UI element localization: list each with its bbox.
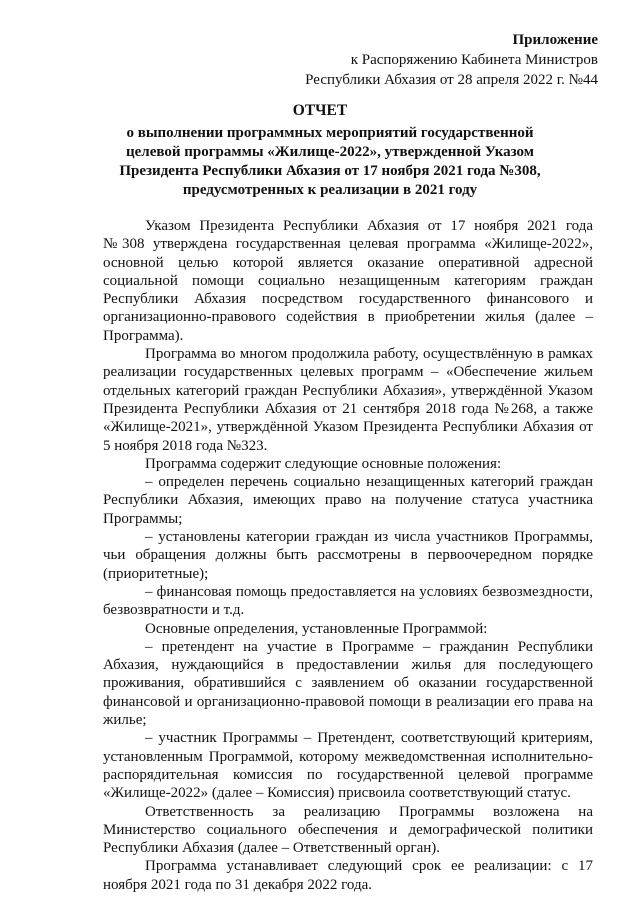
paragraph: – участник Программы – Претендент, соответствующий критериям, установленным Программой, которому межведомственная исполнительно-распорядительная комиссия по государственной целевой программе «Жилище-2022» (далее – Комиссия) присвоила соответствующий статус. xyxy=(103,730,593,802)
paragraph: – финансовая помощь предоставляется на условиях безвозмездности, безвозвратности и т.д. xyxy=(103,583,593,619)
appendix-line-1: к Распоряжению Кабинета Министров xyxy=(350,52,598,68)
paragraph: Ответственность за реализацию Программы возложена на Министерство социального обеспечения и демографической политики Республики Абхазия (далее – Ответственный орган). xyxy=(103,803,593,857)
document-subtitle: о выполнении программных мероприятий государственной целевой программы «Жилище-2022», утвержденной Указом Президента Республики Абхазия от 17 ноября 2021 года №308, предусмотренных к реализации в 2021 году xyxy=(119,125,541,198)
paragraph: Основные определения, установленные Программой: xyxy=(145,620,488,637)
document-body xyxy=(103,217,593,894)
appendix-heading: Приложение xyxy=(512,32,598,48)
paragraph: Программа содержит следующие основные положения: xyxy=(145,455,502,472)
document-title: ОТЧЕТ xyxy=(292,102,348,119)
paragraph: – претендент на участие в Программе – гражданин Республики Абхазия, нуждающийся в предоставлении жилья для последующего проживания, обратившийся с заявлением об оказании государственной финансовой и организационно-правовой помощи в реализации его права на жилье; xyxy=(103,638,593,729)
paragraph: – установлены категории граждан из числа участников Программы, чьи обращения должны быть рассмотрены в первоочередном порядке (приоритетные); xyxy=(103,529,593,582)
paragraph: Программа во многом продолжила работу, осуществлённую в рамках реализации государственных целевых программ – «Обеспечение жильем отдельных категорий граждан Республики Абхазия», утверждённой Указом Президента Республики Абхазия от 21 сентября 2018 года №268, а также «Жилище-2021», утверждённой Указом Президента Республики Абхазия от 5 ноября 2018 года №323. xyxy=(103,346,593,454)
appendix-block xyxy=(305,30,598,90)
paragraph: Указом Президента Республики Абхазия от 17 ноября 2021 года №308 утверждена государственная целевая программа «Жилище-2022», основной целью которой является оказание оперативной адресной социальной помощи социально незащищенным категориям граждан Республики Абхазия посредством государственного финансового и организационно-правового содействия в приобретении жилья (далее – Программа). xyxy=(103,218,593,344)
appendix-line-2: Республики Абхазия от 28 апреля 2022 г. №44 xyxy=(305,72,598,88)
paragraph: – определен перечень социально незащищенных категорий граждан Республики Абхазия, имеющих право на получение статуса участника Программы; xyxy=(103,474,593,527)
paragraph: Программа устанавливает следующий срок ее реализации: с 17 ноября 2021 года по 31 декабря 2022 года. xyxy=(103,858,593,893)
